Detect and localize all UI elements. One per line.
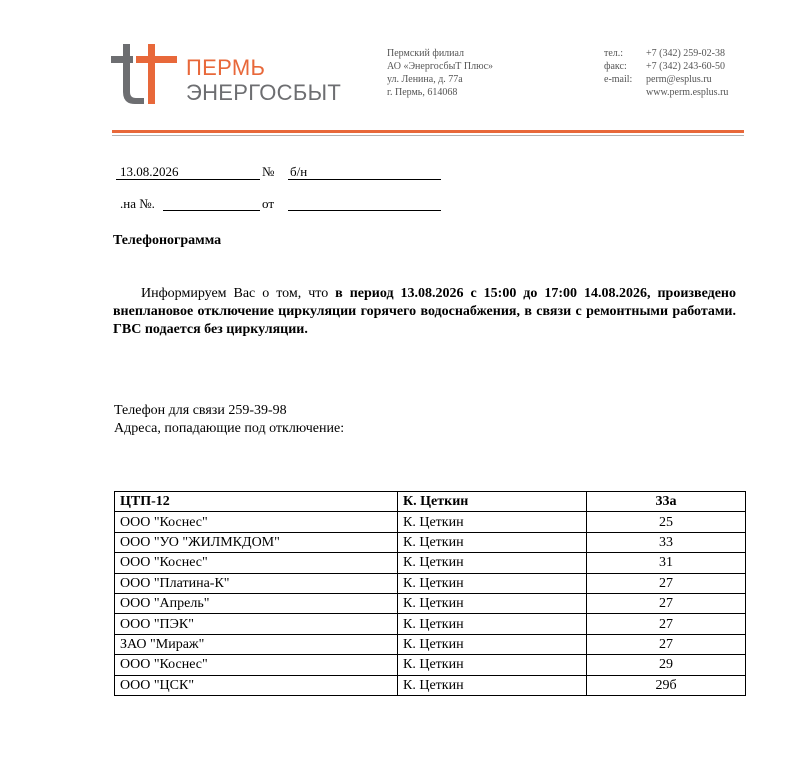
table-cell: ООО "ЦСК" bbox=[115, 675, 398, 695]
contact-phone: тел.: +7 (342) 259-02-38 bbox=[604, 48, 725, 59]
table-row bbox=[115, 593, 746, 613]
table-cell: К. Цеткин bbox=[398, 655, 587, 675]
table-cell: К. Цеткин bbox=[398, 593, 587, 613]
document-title: Телефонограмма bbox=[113, 233, 222, 248]
addresses-heading: Адреса, попадающие под отключение: bbox=[114, 421, 345, 436]
logo-mark-icon bbox=[111, 44, 177, 104]
table-cell: 29б bbox=[587, 675, 746, 695]
from-underline bbox=[288, 210, 441, 211]
org-line: г. Пермь, 614068 bbox=[387, 87, 458, 98]
message-bold: в период 13.08.2026 с 15:00 до 17:00 14.08.2026, произведено внеплановое отключение циркуляции горячего водоснабжения, в связи с ремонтными работами. ГВС подается без циркуляции. bbox=[113, 286, 736, 337]
table-row bbox=[115, 532, 746, 552]
table-cell: 27 bbox=[587, 614, 746, 634]
message-body bbox=[113, 285, 736, 339]
table-cell: ООО "Платина-К" bbox=[115, 573, 398, 593]
number-underline bbox=[288, 179, 441, 180]
org-line: ул. Ленина, д. 77а bbox=[387, 74, 463, 85]
table-cell: ООО "Коснес" bbox=[115, 553, 398, 573]
org-line: Пермский филиал bbox=[387, 48, 465, 59]
table-cell: 25 bbox=[587, 512, 746, 532]
table-cell: 31 bbox=[587, 553, 746, 573]
table-cell: 33 bbox=[587, 532, 746, 552]
table-header-cell: 33а bbox=[587, 492, 746, 512]
table-cell: К. Цеткин bbox=[398, 573, 587, 593]
table-cell: ООО "УО "ЖИЛМКДОМ" bbox=[115, 532, 398, 552]
logo-line-1: ПЕРМЬ bbox=[186, 55, 266, 80]
reply-underline bbox=[163, 210, 260, 211]
header-divider-orange bbox=[112, 130, 744, 133]
table-cell: 27 bbox=[587, 593, 746, 613]
table-cell: ООО "Коснес" bbox=[115, 655, 398, 675]
table-cell: К. Цеткин bbox=[398, 512, 587, 532]
contact-email[interactable]: e-mail: perm@esplus.ru bbox=[604, 74, 712, 85]
table-cell: К. Цеткин bbox=[398, 614, 587, 634]
org-line: АО «ЭнергосбыТ Плюс» bbox=[387, 61, 494, 72]
logo-line-2: ЭНЕРГОСБЫТ bbox=[186, 80, 342, 105]
addresses-table bbox=[114, 491, 746, 696]
table-cell: 27 bbox=[587, 573, 746, 593]
contact-fax: факс: +7 (342) 243-60-50 bbox=[604, 61, 725, 72]
table-cell: 29 bbox=[587, 655, 746, 675]
table-cell: ООО "Апрель" bbox=[115, 593, 398, 613]
reply-label: .на №. bbox=[120, 196, 155, 211]
table-cell: К. Цеткин bbox=[398, 553, 587, 573]
table-header-cell: ЦТП-12 bbox=[115, 492, 398, 512]
table-row bbox=[115, 512, 746, 532]
table-row bbox=[115, 634, 746, 654]
message-intro: Информируем Вас о том, что bbox=[141, 286, 336, 301]
logo-wordmark bbox=[186, 55, 341, 105]
date-value: 13.08.2026 bbox=[120, 164, 179, 179]
table-row bbox=[115, 655, 746, 675]
number-value: б/н bbox=[290, 164, 308, 179]
from-label: от bbox=[262, 196, 275, 211]
table-row bbox=[115, 675, 746, 695]
table-cell: 27 bbox=[587, 634, 746, 654]
header-divider-gray bbox=[112, 135, 744, 136]
contacts-block bbox=[604, 47, 728, 99]
date-underline bbox=[116, 179, 260, 180]
table-cell: К. Цеткин bbox=[398, 532, 587, 552]
org-address bbox=[387, 47, 493, 99]
number-label: № bbox=[262, 164, 275, 179]
table-cell: К. Цеткин bbox=[398, 675, 587, 695]
table-row bbox=[115, 573, 746, 593]
table-header-row bbox=[115, 492, 746, 512]
table-cell: ООО "Коснес" bbox=[115, 512, 398, 532]
table-cell: ООО "ПЭК" bbox=[115, 614, 398, 634]
table-header-cell: К. Цеткин bbox=[398, 492, 587, 512]
table-cell: ЗАО "Мираж" bbox=[115, 634, 398, 654]
table-row bbox=[115, 614, 746, 634]
table-row bbox=[115, 553, 746, 573]
contact-website[interactable]: www.perm.esplus.ru bbox=[646, 87, 729, 98]
table-cell: К. Цеткин bbox=[398, 634, 587, 654]
contact-phone-line: Телефон для связи 259-39-98 bbox=[114, 403, 287, 418]
